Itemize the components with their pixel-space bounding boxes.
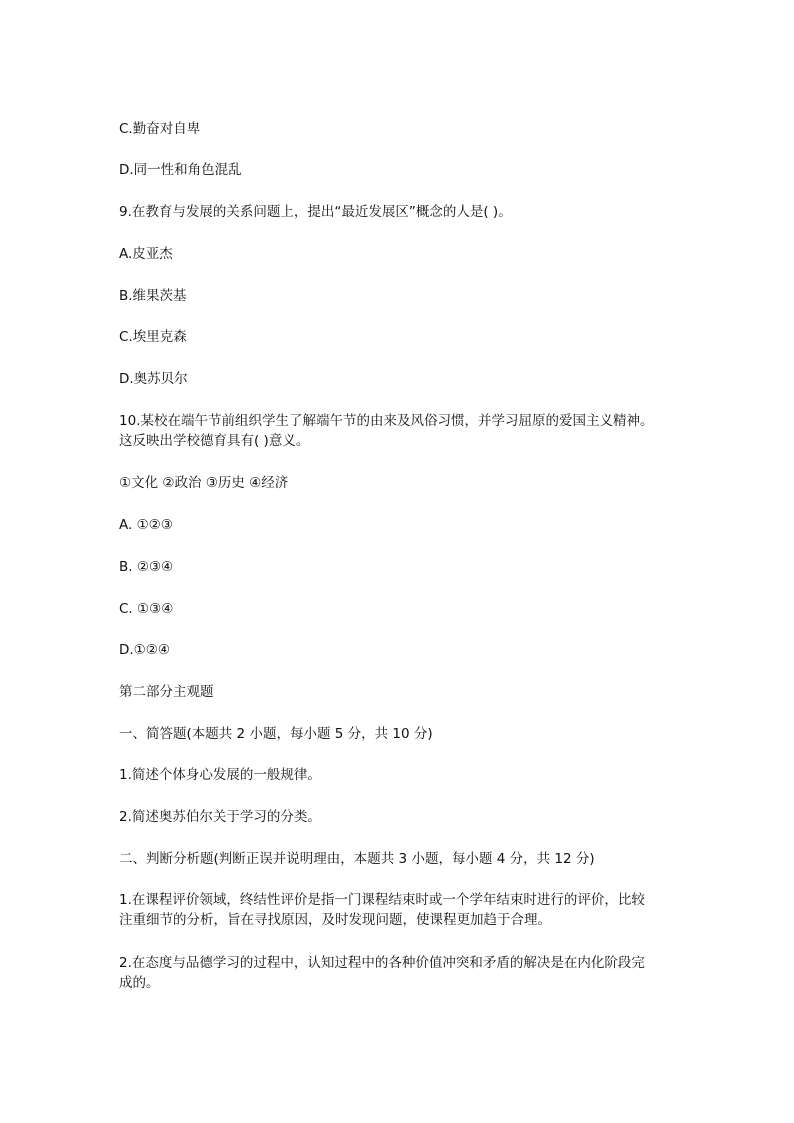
text-line: D.同一性和角色混乱: [119, 162, 242, 178]
text-line: 2.简述奥苏伯尔关于学习的分类。: [119, 809, 321, 825]
text-line: 第二部分主观题: [119, 684, 214, 700]
text-line: ①文化 ②政治 ③历史 ④经济: [119, 475, 289, 491]
option-c-q10: [119, 599, 173, 619]
short-answer-2: [119, 807, 321, 827]
question-9: [119, 202, 512, 222]
section-judgment-heading: [119, 849, 595, 869]
text-line: A.皮亚杰: [119, 246, 173, 262]
option-d-q9: [119, 369, 188, 389]
section-short-answer-heading: [119, 724, 433, 744]
text-line: C.勤奋对自卑: [119, 121, 201, 137]
option-d-q8: [119, 160, 242, 180]
text-line: 2.在态度与品德学习的过程中，认知过程中的各种价值冲突和矛盾的解决是在内化阶段完: [119, 955, 645, 971]
text-line: C. ①③④: [119, 601, 174, 617]
option-b-q10: [119, 557, 173, 577]
judgment-1: [119, 890, 645, 930]
option-c-q8: [119, 119, 200, 139]
judgment-2: [119, 953, 645, 993]
text-line: 二、判断分析题(判断正误并说明理由，本题共 3 小题，每小题 4 分，共 12 分): [119, 851, 595, 867]
part-two-heading: [119, 682, 214, 702]
text-line: C.埃里克森: [119, 329, 187, 345]
text-line: A. ①②③: [119, 517, 173, 533]
text-line: D.奥苏贝尔: [119, 371, 188, 387]
short-answer-1: [119, 765, 321, 785]
option-a-q9: [119, 244, 173, 264]
option-b-q9: [119, 286, 187, 306]
option-a-q10: [119, 515, 173, 535]
option-d-q10: [119, 640, 170, 660]
option-c-q9: [119, 327, 187, 347]
question-10-items: [119, 473, 288, 493]
text-line: 1.简述个体身心发展的一般规律。: [119, 767, 321, 783]
text-line: B. ②③④: [119, 559, 174, 575]
text-line: 9.在教育与发展的关系问题上，提出“最近发展区”概念的人是( )。: [119, 204, 512, 220]
text-line: 1.在课程评价领域，终结性评价是指一门课程结束时或一个学年结束时进行的评价，比较: [119, 892, 645, 908]
text-line: B.维果茨基: [119, 288, 187, 304]
question-10: [119, 411, 653, 451]
text-line: 成的。: [119, 975, 160, 991]
text-line: D.①②④: [119, 642, 170, 658]
text-line: 注重细节的分析，旨在寻找原因，及时发现问题，使课程更加趋于合理。: [119, 912, 551, 928]
text-line: 这反映出学校德育具有( )意义。: [119, 433, 310, 449]
text-line: 10.某校在端午节前组织学生了解端午节的由来及风俗习惯，并学习屈原的爱国主义精神。: [119, 413, 654, 429]
text-line: 一、简答题(本题共 2 小题，每小题 5 分，共 10 分): [119, 726, 433, 742]
